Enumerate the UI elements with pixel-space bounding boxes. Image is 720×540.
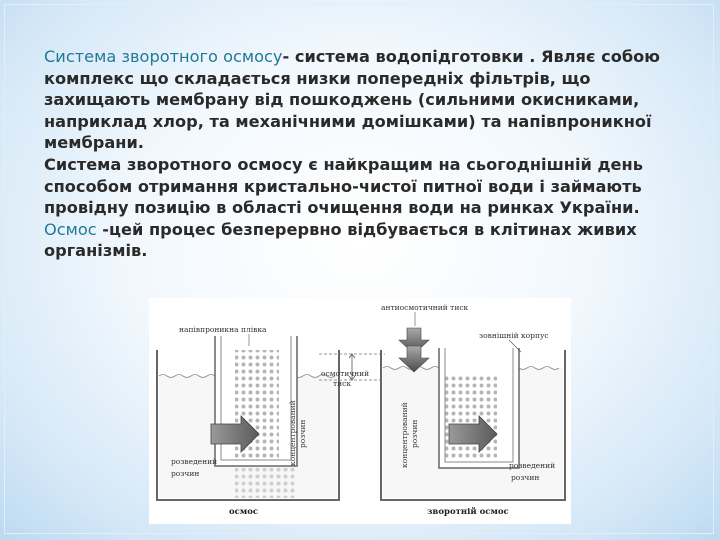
left-diluted-label-2: розчин [171,469,200,478]
right-concentrated-solution [445,376,497,460]
term-reverse-osmosis: Система зворотного осмосу [44,47,283,66]
osmosis-text: -цей процес безперервно відбувається в клітинах живих організмів. [44,219,637,261]
anti-pressure-label: антиосмотичний тиск [381,303,469,312]
left-concentrated-label-2: розчин [298,419,307,448]
external-casing-label: зовнішній корпус [479,331,549,340]
pressure-label-1: осмотичний [321,369,370,378]
term-reverse-osmosis-bold: Система зворотного осмосу [44,154,303,174]
right-concentrated-label-2: розчин [410,419,419,448]
term-osmosis: Осмос [44,219,97,239]
left-diluted-label-1: розведений [171,457,218,466]
right-diluted-label-2: розчин [511,473,540,482]
definition-text: - система водопідготовки . Являє собою комплекс що складається низки попередніх фільтрів, що захищають мембрану від пошкоджень (сильними окисниками, наприклад хлор, та механічними домішками) та напівпроникної мембрани. [44,47,661,153]
right-concentrated-label-1: концентрований [400,402,409,468]
membrane-label: напівпроникна плівка [179,325,267,334]
osmosis-diagram [149,298,571,524]
left-dots-bottom [235,468,295,498]
osmosis-setup [157,325,339,517]
left-concentrated-label-1: концентрований [288,400,297,466]
left-caption: осмос [229,507,259,517]
advantage-text: є найкращим на сьогоднішній день способом отримання кристально-чистої питної води і займають провідну позицію в області очищення води на ринках України. [44,154,643,218]
slide-text [44,46,676,262]
paragraph-advantage [44,154,676,219]
right-diluted-label-1: розведений [509,461,556,470]
paragraph-definition [44,46,676,154]
right-caption: зворотній осмос [427,507,509,517]
reverse-osmosis-setup [381,303,565,517]
paragraph-osmosis [44,219,676,262]
pressure-label-2: тиск [333,379,352,388]
osmosis-diagram-svg [149,298,571,524]
